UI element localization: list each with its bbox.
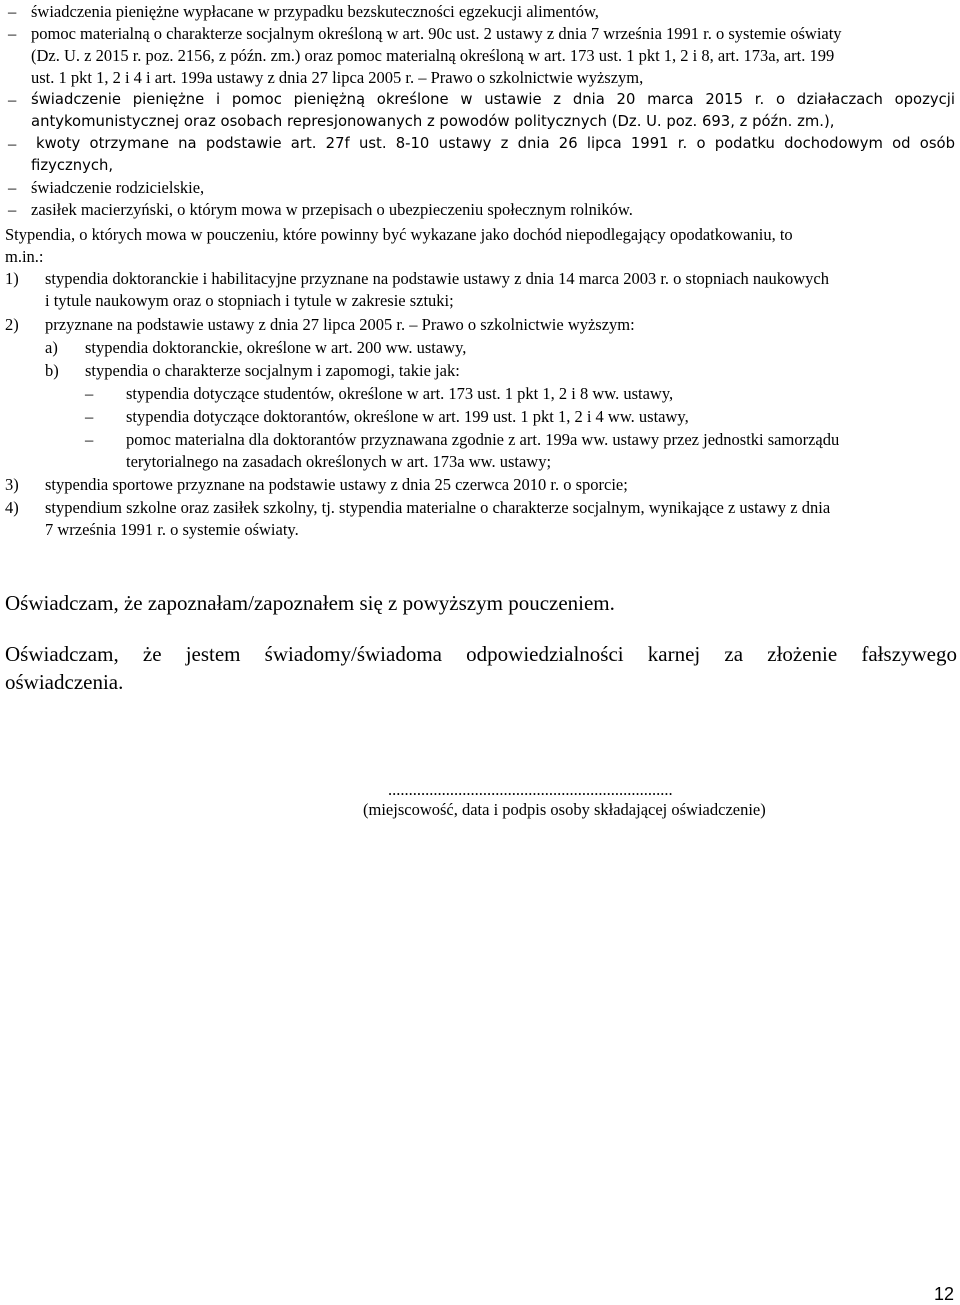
dash-bullet: – (8, 24, 17, 43)
sub-subitem: pomoc materialna dla doktorantów przyznawana zgodnie z art. 199a ww. ustawy przez jednostki samorządu (126, 430, 840, 449)
list-item-continuation: antykomunistycznej oraz osobach represjonowanych z powodów politycznych (Dz. U. poz. 693, z późn. zm.), (31, 113, 835, 130)
list-item-continuation: ust. 1 pkt 1, 2 i 4 i art. 199a ustawy z dnia 27 lipca 2005 r. – Prawo o szkolnictwie wyższym, (31, 68, 644, 87)
numbered-item: przyznane na podstawie ustawy z dnia 27 lipca 2005 r. – Prawo o szkolnictwie wyższym: (45, 315, 635, 334)
dash-bullet: – (8, 134, 17, 153)
list-item: pomoc materialną o charakterze socjalnym określoną w art. 90c ust. 2 ustawy z dnia 7 września 1991 r. o systemie oświaty (31, 24, 842, 43)
paragraph-stypendia-continuation: m.in.: (5, 247, 44, 266)
sub-subitem: stypendia dotyczące doktorantów, określone w art. 199 ust. 1 pkt 1, 2 i 4 ww. ustawy, (126, 407, 689, 426)
subitem: stypendia o charakterze socjalnym i zapomogi, takie jak: (85, 361, 460, 380)
dash-bullet: – (85, 407, 94, 426)
dash-bullet: – (8, 2, 17, 21)
dash-bullet: – (8, 90, 17, 109)
item-number: 3) (5, 475, 19, 494)
list-item: świadczenia pieniężne wypłacane w przypadku bezskuteczności egzekucji alimentów, (31, 2, 599, 21)
list-item: kwoty otrzymane na podstawie art. 27f ust. 8-10 ustawy z dnia 26 lipca 1991 r. o podatku dochodowym od osób (36, 135, 955, 152)
numbered-item: stypendium szkolne oraz zasiłek szkolny, tj. stypendia materialne o charakterze socjalnym, wynikające z ustawy z dnia (45, 498, 831, 517)
numbered-item: stypendia sportowe przyznane na podstawie ustawy z dnia 25 czerwca 2010 r. o sporcie; (45, 475, 628, 494)
dash-bullet: – (8, 200, 17, 219)
numbered-item-continuation: 7 września 1991 r. o systemie oświaty. (45, 520, 299, 539)
paragraph-stypendia: Stypendia, o których mowa w pouczeniu, które powinny być wykazane jako dochód niepodlegający opodatkowaniu, to (5, 225, 793, 244)
dash-bullet: – (8, 178, 17, 197)
signature-caption: (miejscowość, data i podpis osoby składającej oświadczenie) (363, 800, 766, 819)
item-number: 1) (5, 269, 19, 288)
subitem-letter: a) (45, 338, 58, 357)
numbered-item-continuation: i tytule naukowym oraz o stopniach i tytule w zakresie sztuki; (45, 291, 454, 310)
declaration-liability-continuation: oświadczenia. (5, 670, 124, 694)
item-number: 4) (5, 498, 19, 517)
page-number: 12 (934, 1284, 955, 1304)
list-item-continuation: fizycznych, (31, 157, 114, 174)
subitem-letter: b) (45, 361, 59, 380)
declaration-acknowledgement: Oświadczam, że zapoznałam/zapoznałem się z powyższym pouczeniem. (5, 591, 615, 615)
dash-bullet: – (85, 430, 94, 449)
list-item: świadczenie pieniężne i pomoc pieniężną określone w ustawie z dnia 20 marca 2015 r. o działaczach opozycji (31, 91, 955, 108)
numbered-item: stypendia doktoranckie i habilitacyjne przyznane na podstawie ustawy z dnia 14 marca 2003 r. o stopniach naukowych (45, 269, 829, 288)
list-item-continuation: (Dz. U. z 2015 r. poz. 2156, z późn. zm.) oraz pomoc materialną określoną w art. 173 ust. 1 pkt 1, 2 i 8, art. 173a, art. 199 (31, 46, 835, 65)
list-item: świadczenie rodzicielskie, (31, 178, 205, 197)
declaration-liability: Oświadczam, że jestem świadomy/świadoma odpowiedzialności karnej za złożenie fałszywego (5, 642, 957, 666)
sub-subitem: stypendia dotyczące studentów, określone w art. 173 ust. 1 pkt 1, 2 i 8 ww. ustawy, (126, 384, 674, 403)
subitem: stypendia doktoranckie, określone w art. 200 ww. ustawy, (85, 338, 467, 357)
signature-line: ..................................................................... (388, 780, 673, 799)
list-item: zasiłek macierzyński, o którym mowa w przepisach o ubezpieczeniu społecznym rolników. (31, 200, 633, 219)
dash-bullet: – (85, 384, 94, 403)
item-number: 2) (5, 315, 19, 334)
sub-subitem-continuation: terytorialnego na zasadach określonych w art. 173a ww. ustawy; (126, 452, 552, 471)
